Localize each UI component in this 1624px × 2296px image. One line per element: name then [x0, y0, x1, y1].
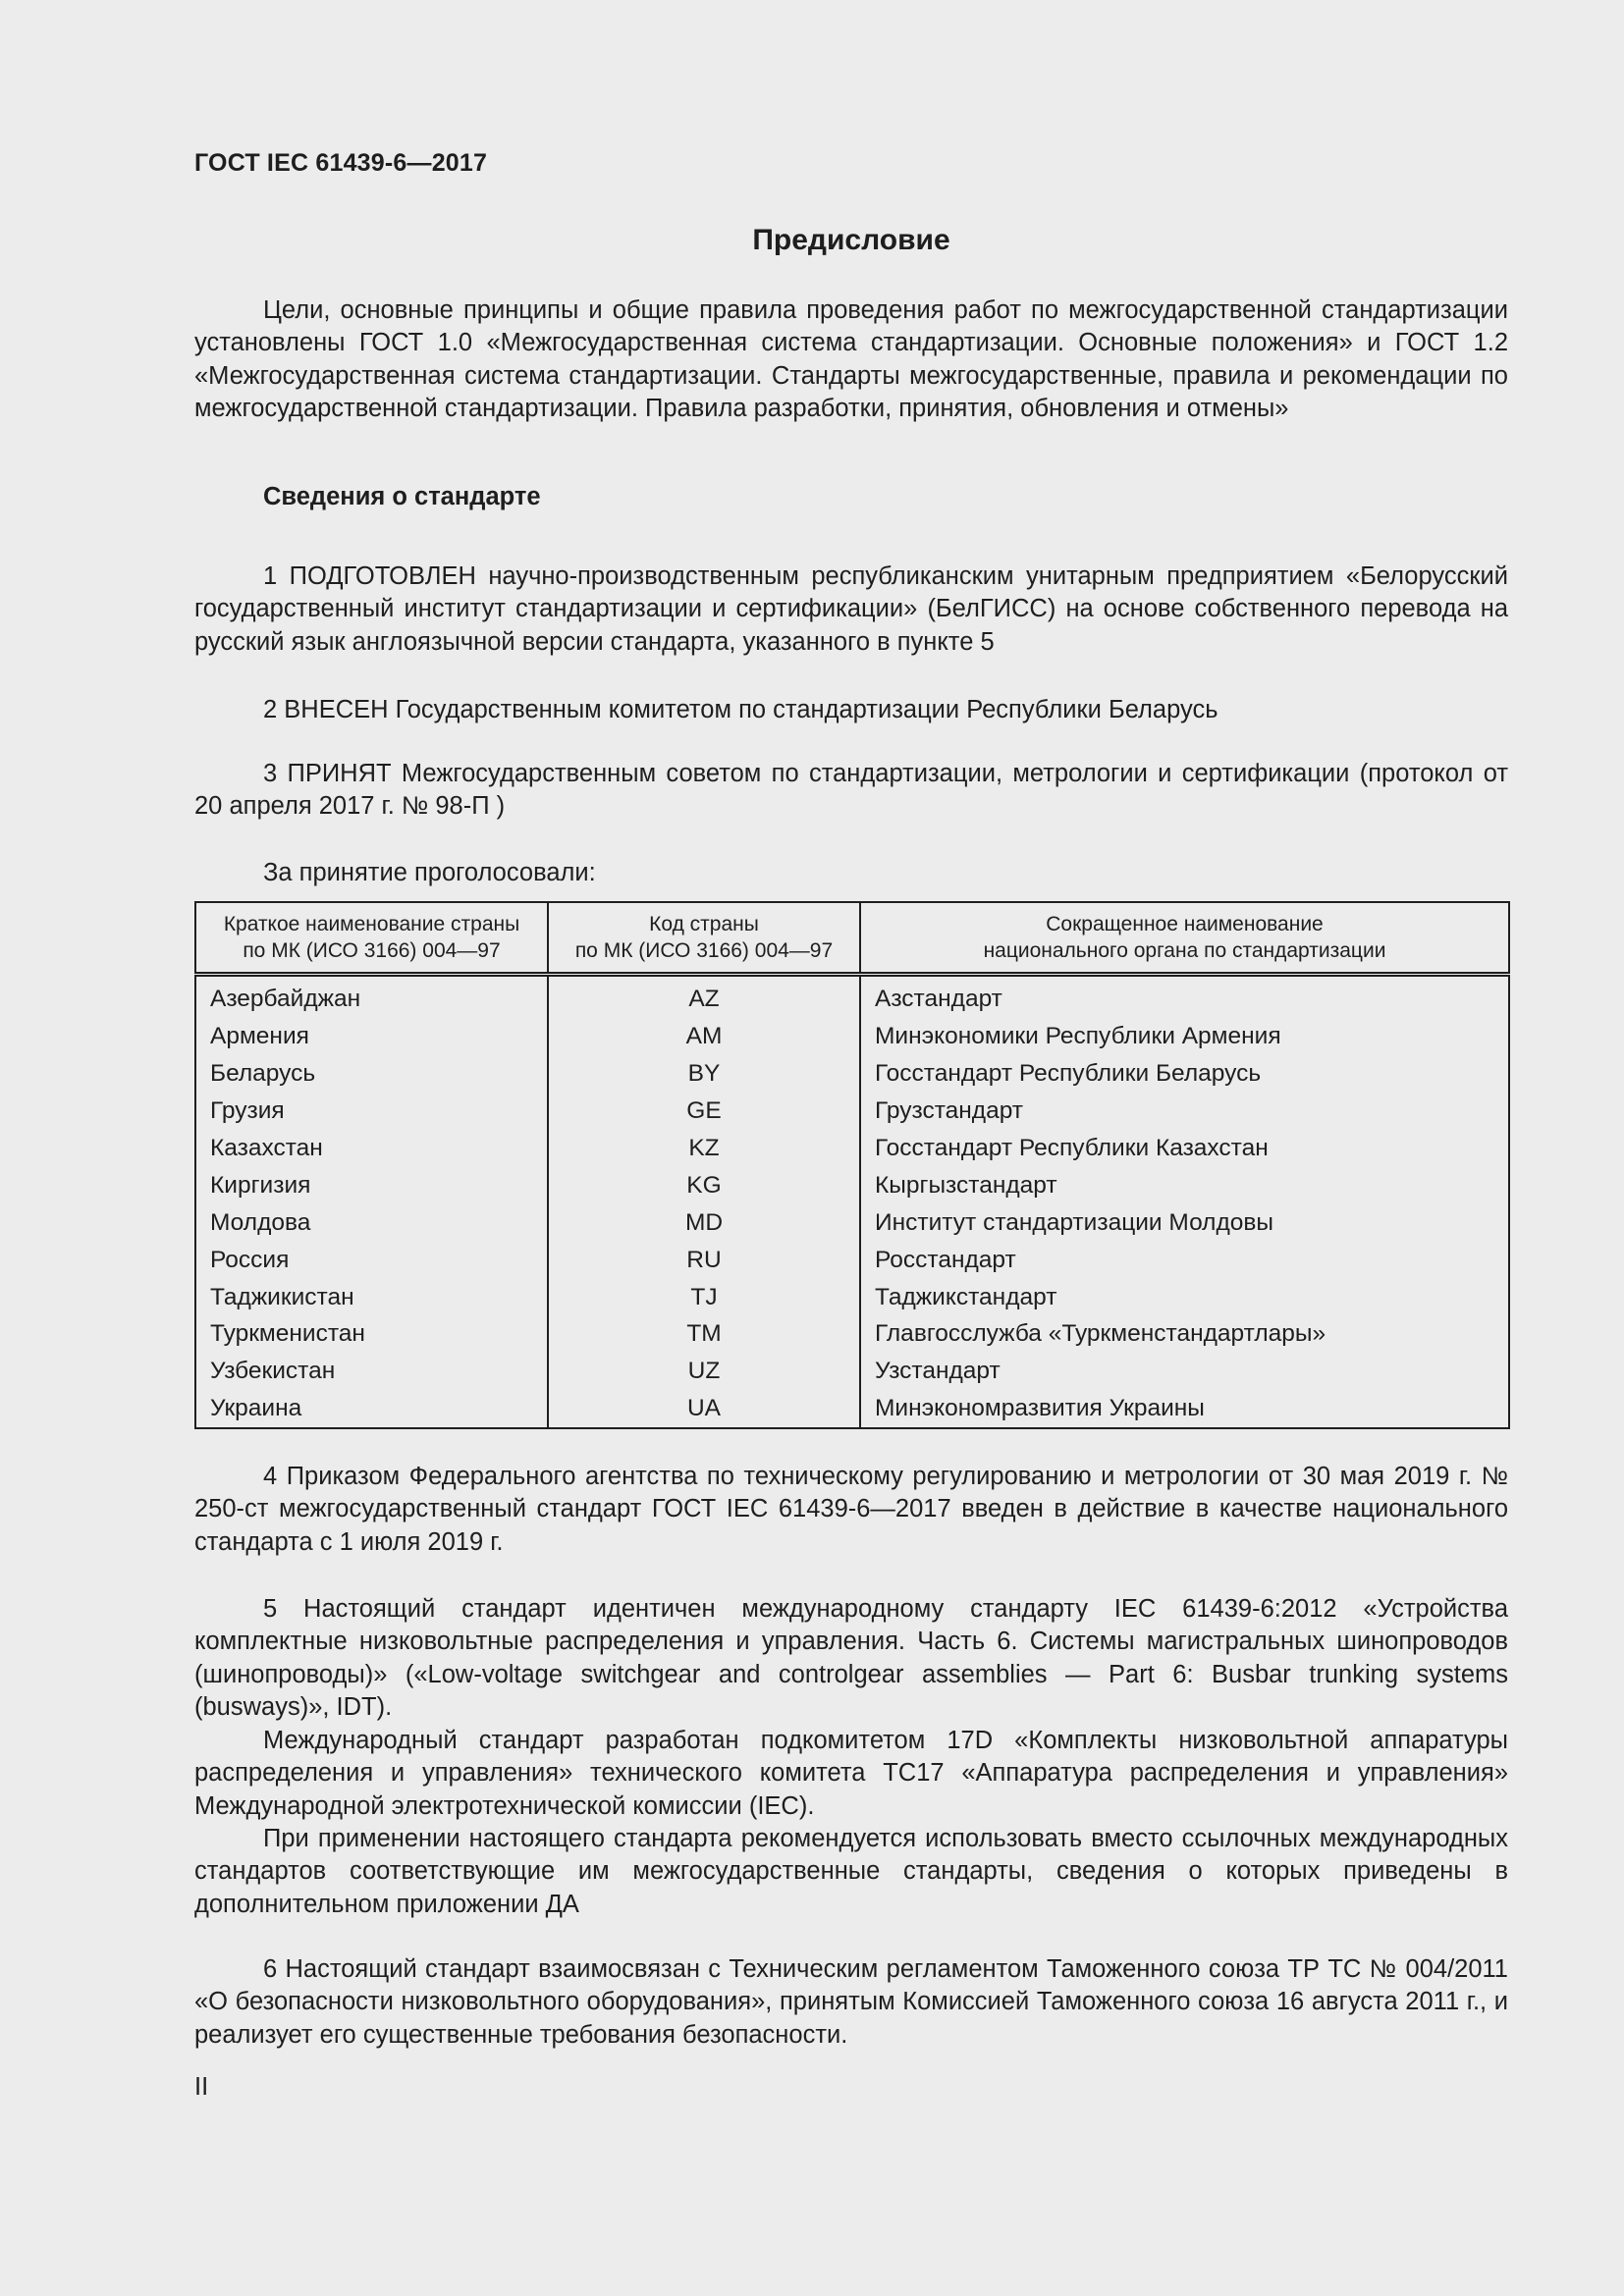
country-cell: Украина [195, 1390, 548, 1428]
country-cell: Таджикистан [195, 1278, 548, 1315]
table-row [195, 1055, 1509, 1093]
code-cell: MD [548, 1203, 860, 1241]
body-cell: Минэкономразвития Украины [860, 1390, 1509, 1428]
item-4-paragraph: 4 Приказом Федерального агентства по техническому регулированию и метрологии от 30 мая 2019 г. № 250-ст межгосударственный стандарт ГОСТ IEC 61439-6—2017 введен в действие в качестве национального стандарта с 1 июля 2019 г. [194, 1463, 1508, 1556]
country-cell: Молдова [195, 1203, 548, 1241]
table-header-row [195, 902, 1509, 975]
table-row [195, 1018, 1509, 1055]
body-cell: Госстандарт Республики Беларусь [860, 1055, 1509, 1093]
body-cell: Таджикстандарт [860, 1278, 1509, 1315]
code-cell: AZ [548, 975, 860, 1018]
body-cell: Институт стандартизации Молдовы [860, 1203, 1509, 1241]
member-states-table [194, 901, 1510, 1429]
item-5-international-paragraph: Международный стандарт разработан подкомитетом 17D «Комплекты низковольтной аппаратуры распределения и управления» технического комитета ТС17 «Аппаратура распределения и управления» Международной электротехнической комиссии (IEC). [194, 1727, 1508, 1820]
intro-paragraph: Цели, основные принципы и общие правила проведения работ по межгосударственной стандартизации установлены ГОСТ 1.0 «Межгосударственная система стандартизации. Основные положения» и ГОСТ 1.2 «Межгосударственная система стандартизации. Стандарты межгосударственные, правила и рекомендации по межгосударственной стандартизации. Правила разработки, принятия, обновления и отмены» [194, 296, 1508, 422]
item-1-paragraph: 1 ПОДГОТОВЛЕН научно-производственным республиканским унитарным предприятием «Белорусский государственный институт стандартизации и сертификации» (БелГИСС) на основе собственного перевода на русский язык англоязычной версии стандарта, указанного в пункте 5 [194, 562, 1508, 656]
code-cell: UA [548, 1390, 860, 1428]
code-cell: RU [548, 1241, 860, 1278]
country-cell: Азербайджан [195, 975, 548, 1018]
body-cell: Главгосслужба «Туркменстандартлары» [860, 1315, 1509, 1353]
page-title: Предисловие [752, 224, 950, 256]
country-cell: Узбекистан [195, 1353, 548, 1390]
country-cell: Казахстан [195, 1130, 548, 1167]
page-number: II [194, 2073, 209, 2101]
code-cell: KZ [548, 1130, 860, 1167]
country-cell: Беларусь [195, 1055, 548, 1093]
country-cell: Киргизия [195, 1166, 548, 1203]
country-cell: Армения [195, 1018, 548, 1055]
table-row [195, 1315, 1509, 1353]
code-cell: UZ [548, 1353, 860, 1390]
item-6-paragraph: 6 Настоящий стандарт взаимосвязан с Техническим регламентом Таможенного союза ТР ТС № 004/2011 «О безопасности низковольтного оборудования», принятым Комиссией Таможенного союза 16 августа 2011 г., и реализует его существенные требования безопасности. [194, 1955, 1508, 2049]
table-row [195, 1203, 1509, 1241]
table-row [195, 1093, 1509, 1130]
header-country: Краткое наименование страны по МК (ИСО 3166) 004—97 [195, 902, 548, 975]
item-5-paragraph: 5 Настоящий стандарт идентичен международному стандарту IEC 61439-6:2012 «Устройства комплектные низковольтные распределения и управления. Часть 6. Системы магистральных шинопроводов (шинопроводы)» («Low-voltage switchgear and controlgear assemblies — Part 6: Busbar trunking systems (busways)», IDT). [194, 1595, 1508, 1721]
code-cell: GE [548, 1093, 860, 1130]
body-cell: Узстандарт [860, 1353, 1509, 1390]
item-3-paragraph: 3 ПРИНЯТ Межгосударственным советом по стандартизации, метрологии и сертификации (протокол от 20 апреля 2017 г. № 98-П ) [194, 760, 1508, 821]
table-row [195, 975, 1509, 1018]
vote-label: За принятие проголосовали: [263, 859, 596, 886]
code-cell: BY [548, 1055, 860, 1093]
table-row [195, 1241, 1509, 1278]
body-cell: Азстандарт [860, 975, 1509, 1018]
document-code: ГОСТ IEC 61439-6—2017 [194, 149, 488, 177]
item-2-paragraph: 2 ВНЕСЕН Государственным комитетом по стандартизации Республики Беларусь [263, 696, 1218, 723]
body-cell: Минэкономики Республики Армения [860, 1018, 1509, 1055]
code-cell: KG [548, 1166, 860, 1203]
item-5-application-paragraph: При применении настоящего стандарта рекомендуется использовать вместо ссылочных международных стандартов соответствующие им межгосударственные стандарты, сведения о которых приведены в дополнительном приложении ДА [194, 1825, 1508, 1918]
table-row [195, 1130, 1509, 1167]
body-cell: Кыргызстандарт [860, 1166, 1509, 1203]
country-cell: Россия [195, 1241, 548, 1278]
header-code: Код страны по МК (ИСО 3166) 004—97 [548, 902, 860, 975]
table-row [195, 1278, 1509, 1315]
body-cell: Госстандарт Республики Казахстан [860, 1130, 1509, 1167]
country-cell: Грузия [195, 1093, 548, 1130]
header-body: Сокращенное наименование национального органа по стандартизации [860, 902, 1509, 975]
body-cell: Росстандарт [860, 1241, 1509, 1278]
table-row [195, 1166, 1509, 1203]
country-cell: Туркменистан [195, 1315, 548, 1353]
code-cell: AM [548, 1018, 860, 1055]
table-row [195, 1390, 1509, 1428]
body-cell: Грузстандарт [860, 1093, 1509, 1130]
code-cell: TJ [548, 1278, 860, 1315]
info-heading: Сведения о стандарте [263, 483, 541, 510]
code-cell: TM [548, 1315, 860, 1353]
table-row [195, 1353, 1509, 1390]
